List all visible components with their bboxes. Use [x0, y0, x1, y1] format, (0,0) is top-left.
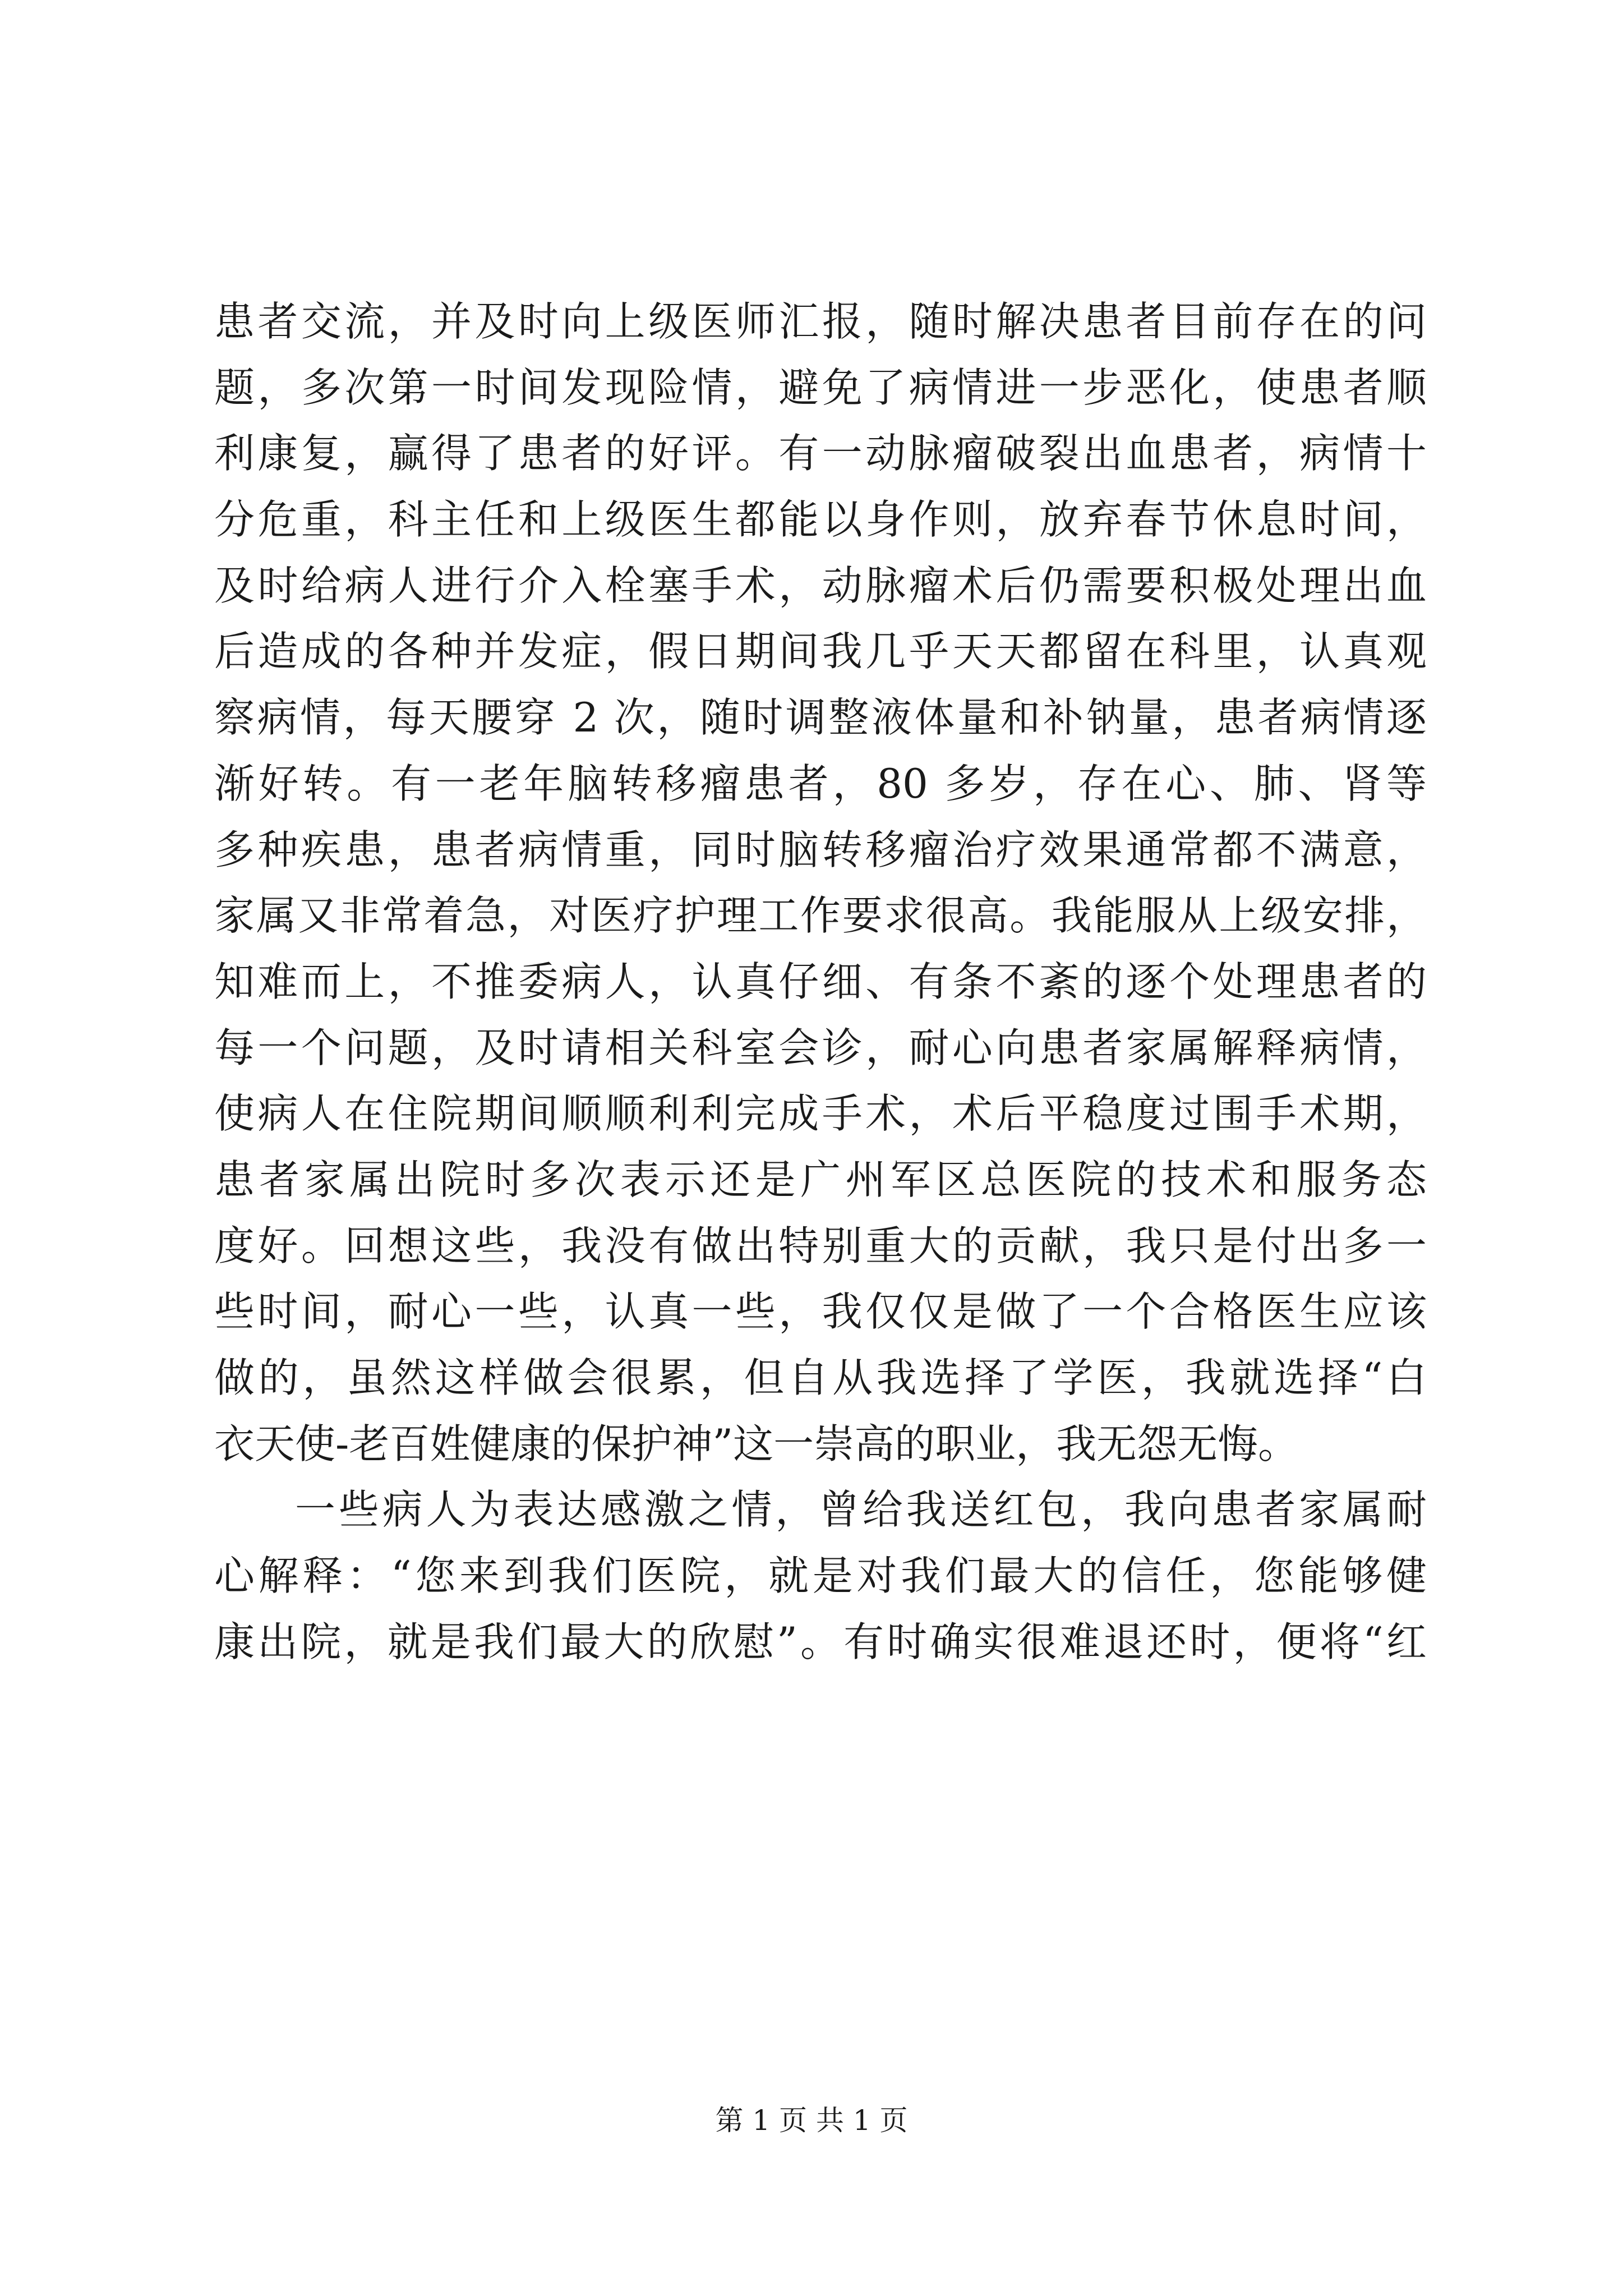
text-line: 渐好转。有一老年脑转移瘤患者，80 多岁，存在心、肺、肾等 [214, 760, 1427, 807]
body-text [214, 289, 1427, 1675]
text-line: 患者家属出院时多次表示还是广州军区总医院的技术和服务态 [214, 1156, 1427, 1203]
text-line: 家属又非常着急，对医疗护理工作要求很高。我能服从上级安排， [214, 892, 1427, 940]
text-line: 分危重，科主任和上级医生都能以身作则，放弃春节休息时间， [214, 496, 1427, 544]
text-line: 些时间，耐心一些，认真一些，我仅仅是做了一个合格医生应该 [214, 1288, 1427, 1336]
text-line: 后造成的各种并发症，假日期间我几乎天天都留在科里，认真观 [214, 628, 1427, 675]
text-line: 衣天使-老百姓健康的保护神”这一崇高的职业，我无怨无悔。 [214, 1420, 1299, 1467]
text-line: 患者交流，并及时向上级医师汇报，随时解决患者目前存在的问 [214, 298, 1427, 345]
text-line: 使病人在住院期间顺顺利利完成手术，术后平稳度过围手术期， [214, 1090, 1427, 1138]
text-line: 及时给病人进行介入栓塞手术，动脉瘤术后仍需要积极处理出血 [214, 562, 1427, 609]
text-line: 每一个问题，及时请相关科室会诊，耐心向患者家属解释病情， [214, 1024, 1427, 1071]
text-line: 康出院，就是我们最大的欣慰”。有时确实很难退还时，便将“红 [214, 1618, 1427, 1665]
text-line: 一些病人为表达感激之情，曾给我送红包，我向患者家属耐 [295, 1486, 1427, 1534]
text-line: 题，多次第一时间发现险情，避免了病情进一步恶化，使患者顺 [214, 364, 1427, 411]
text-line: 多种疾患，患者病情重，同时脑转移瘤治疗效果通常都不满意， [214, 826, 1427, 873]
page-footer: 第 1 页 共 1 页 [715, 2104, 908, 2137]
text-line: 心解释：“您来到我们医院，就是对我们最大的信任，您能够健 [214, 1552, 1427, 1600]
text-line: 察病情，每天腰穿 2 次，随时调整液体量和补钠量，患者病情逐 [214, 694, 1427, 742]
text-line: 度好。回想这些，我没有做出特别重大的贡献，我只是付出多一 [214, 1222, 1427, 1269]
text-line: 做的，虽然这样做会很累，但自从我选择了学医，我就选择“白 [214, 1354, 1427, 1401]
text-line: 利康复，赢得了患者的好评。有一动脉瘤破裂出血患者，病情十 [214, 430, 1427, 477]
text-line: 知难而上，不推委病人，认真仔细、有条不紊的逐个处理患者的 [214, 958, 1427, 1005]
